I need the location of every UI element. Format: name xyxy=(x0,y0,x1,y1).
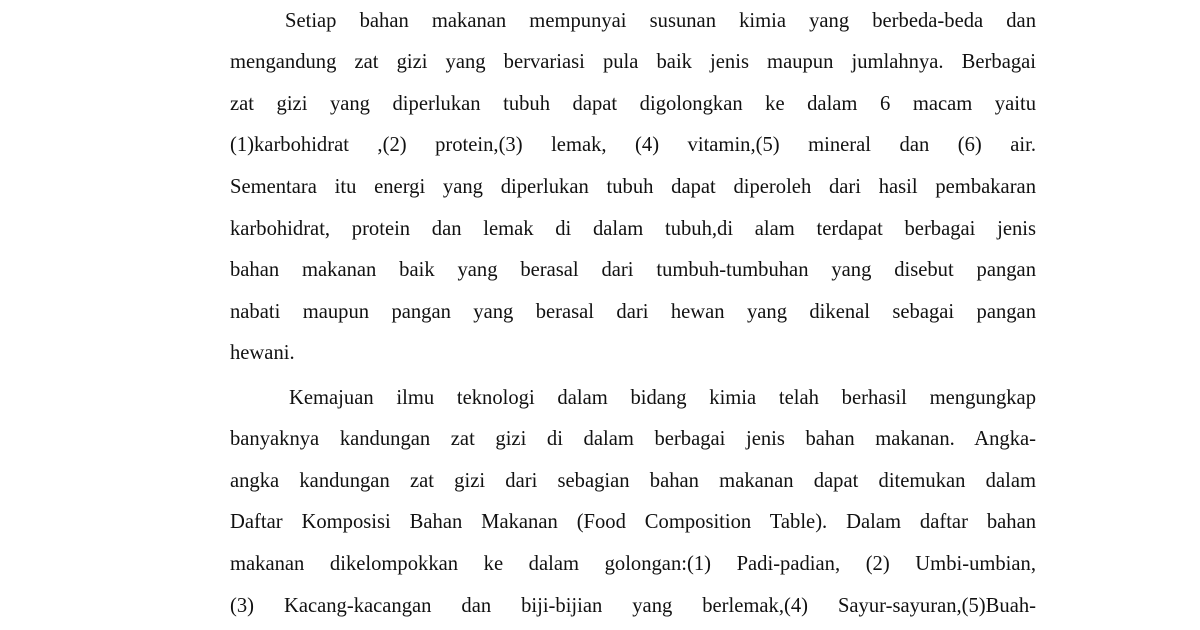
paragraph-2-line-4: Daftar Komposisi Bahan Makanan (Food Composition Table). Dalam daftar bahan xyxy=(230,511,1036,533)
paragraph-1-line-2: mengandung zat gizi yang bervariasi pula baik jenis maupun jumlahnya. Berbagai xyxy=(230,51,1036,73)
paragraph-2-line-6: (3) Kacang-kacangan dan biji-bijian yang berlemak,(4) Sayur-sayuran,(5)Buah- xyxy=(230,595,1036,617)
paragraph-1-line-6: karbohidrat, protein dan lemak di dalam tubuh,di alam terdapat berbagai jenis xyxy=(230,218,1036,240)
paragraph-1-line-5: Sementara itu energi yang diperlukan tubuh dapat diperoleh dari hasil pembakaran xyxy=(230,176,1036,198)
paragraph-1-line-7: bahan makanan baik yang berasal dari tumbuh-tumbuhan yang disebut pangan xyxy=(230,259,1036,281)
paragraph-2-line-5: makanan dikelompokkan ke dalam golongan:(1) Padi-padian, (2) Umbi-umbian, xyxy=(230,553,1036,575)
paragraph-2-line-3: angka kandungan zat gizi dari sebagian bahan makanan dapat ditemukan dalam xyxy=(230,470,1036,492)
paragraph-2-line-2: banyaknya kandungan zat gizi di dalam berbagai jenis bahan makanan. Angka- xyxy=(230,428,1036,450)
paragraph-1-line-1: Setiap bahan makanan mempunyai susunan kimia yang berbeda-beda dan xyxy=(285,10,1036,32)
paragraph-1-line-3: zat gizi yang diperlukan tubuh dapat digolongkan ke dalam 6 macam yaitu xyxy=(230,93,1036,115)
paragraph-2-line-1: Kemajuan ilmu teknologi dalam bidang kimia telah berhasil mengungkap xyxy=(289,387,1036,409)
paragraph-1-line-4: (1)karbohidrat ,(2) protein,(3) lemak, (4) vitamin,(5) mineral dan (6) air. xyxy=(230,134,1036,156)
paragraph-1-line-9: hewani. xyxy=(230,342,295,364)
paragraph-1-line-8: nabati maupun pangan yang berasal dari hewan yang dikenal sebagai pangan xyxy=(230,301,1036,323)
